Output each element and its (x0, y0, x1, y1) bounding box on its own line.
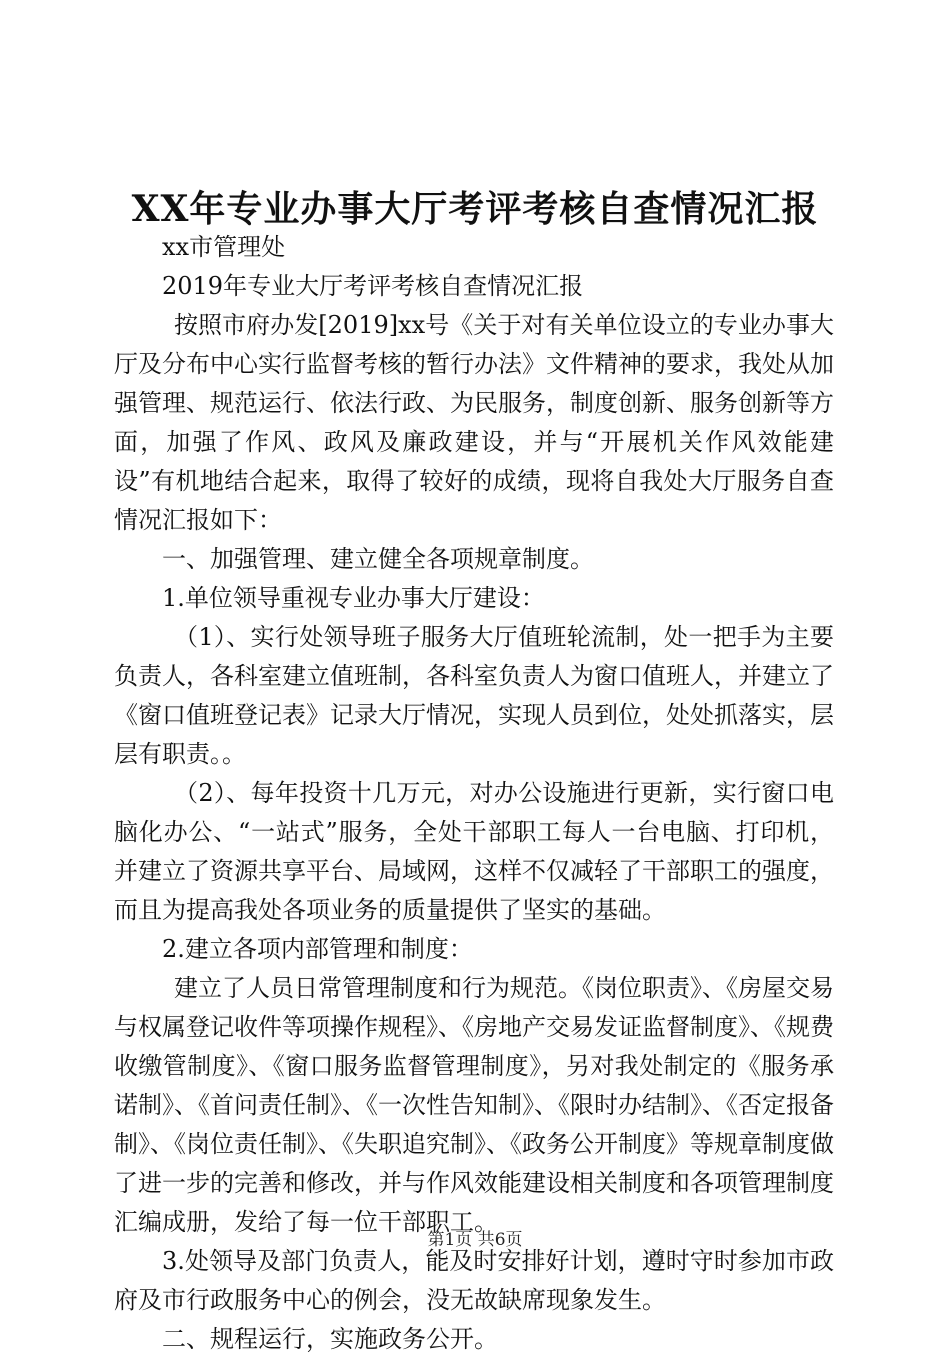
subheading-1: 1.单位领导重视专业办事大厅建设： (162, 584, 545, 612)
section-heading-2: 二、规程运行，实施政务公开。 (162, 1325, 498, 1353)
paragraph-item-2: （2）、每年投资十几万元，对办公设施进行更新，实行窗口电脑化办公、“一站式”服务，全处干部职工每人一台电脑、打印机，并建立了资源共享平台、局域网，这样不仅减轻了干部职工的强度，而且为提高我处各项业务的质量提供了坚实的基础。 (114, 779, 834, 924)
section-heading-1: 一、加强管理、建立健全各项规章制度。 (162, 545, 594, 573)
paragraph-item-3: 3.处领导及部门负责人，能及时安排好计划，遵时守时参加市政府及市行政服务中心的例会，没无故缺席现象发生。 (114, 1247, 834, 1314)
paragraph-rules: 建立了人员日常管理制度和行为规范。《岗位职责》、《房屋交易与权属登记收件等项操作规程》、《房地产交易发证监督制度》、《规费收缴管制度》、《窗口服务监督管理制度》，另对我处制定的《服务承诺制》、《首问责任制》、《一次性告知制》、《限时办结制》、《否定报备制》、《岗位责任制》、《失职追究制》、《政务公开制度》等规章制度做了进一步的完善和修改，并与作风效能建设相关制度和各项管理制度汇编成册，发给了每一位干部职工。 (114, 974, 834, 1236)
paragraph-subtitle: 2019年专业大厅考评考核自查情况汇报 (162, 272, 584, 300)
document-title: XX年专业办事大厅考评考核自查情况汇报 (131, 188, 819, 230)
paragraph-department: xx市管理处 (162, 233, 286, 261)
paragraph-item-1: （1）、实行处领导班子服务大厅值班轮流制，处一把手为主要负责人，各科室建立值班制，各科室负责人为窗口值班人，并建立了《窗口值班登记表》记录大厅情况，实现人员到位，处处抓落实，层层有职责。。 (114, 623, 834, 768)
paragraph-intro: 按照市府办发[2019]xx号《关于对有关单位设立的专业办事大厅及分布中心实行监督考核的暂行办法》文件精神的要求，我处从加强管理、规范运行、依法行政、为民服务，制度创新、服务创新等方面，加强了作风、政风及廉政建设，并与“开展机关作风效能建设”有机地结合起来，取得了较好的成绩，现将自我处大厅服务自查情况汇报如下： (114, 311, 834, 534)
page-footer: 第1页 共6页 (427, 1230, 523, 1250)
subheading-2: 2.建立各项内部管理和制度： (162, 935, 473, 963)
document-body (114, 228, 834, 1359)
